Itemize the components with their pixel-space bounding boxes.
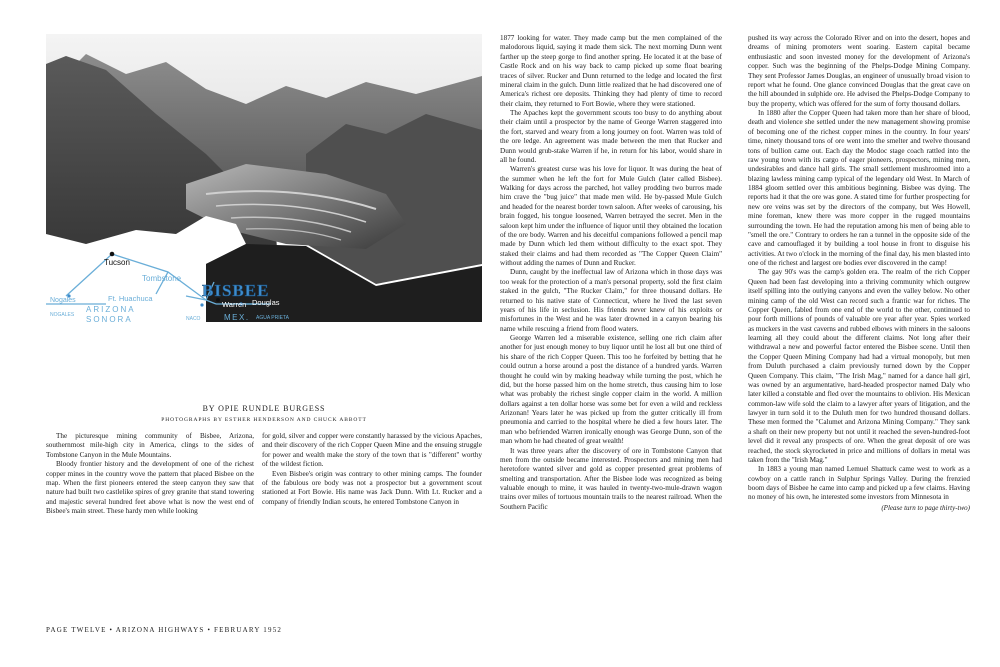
article-column-2 [262,432,482,582]
paragraph: The picturesque mining community of Bisbee, Arizona, southernmost mile-high city in America, clings to the sides of Tombstone Canyon in the Mule Mountains. [46,432,254,459]
paragraph: for gold, silver and copper were constantly harassed by the vicious Apaches, and their discovery of the rich Copper Queen Mine and the ensuing struggle for power and wealth make the story of the town that is "different" worthy of the wildest fiction. [262,432,482,469]
map-label-nogales: Nogales [50,297,76,304]
map-label-warren: Warren [222,300,247,309]
map-label-agua-prieta: AGUA PRIETA [256,315,289,321]
paragraph: 1877 looking for water. They made camp but the men complained of the malodorous liquid, saying it made them sick. The next morning Dunn went farther up the steep gorge to find another spring. He located it at the base of Castle Rock and on his way back to camp picked up some float bearing traces of silver. Rucker and Dunn returned to the ledge and located the first mineral claim in the gulch. Dunn little realized that he had discovered one of America's richest ore deposits. Thinking they had plenty of time to record their claim, they returned to Fort Bowie, where they were stationed. [500,34,722,108]
map-label-douglas: Douglas [252,298,280,307]
author-byline: BY OPIE RUNDLE BURGESS [202,404,326,413]
paragraph: It was three years after the discovery of ore in Tombstone Canyon that men from the outside became interested. Prospectors and mining men had heretofore wanted silver and gold as copper presented great problems of smelting and transportation. After the Bisbee lode was recognized as being valuable enough to mine, it was hauled in twenty-two-mule-drawn wagon trains over miles of tortuous mountain trails to the nearest railroad. When the Southern Pacific [500,446,722,511]
paragraph: The gay 90's was the camp's golden era. The realm of the rich Copper Queen had been fast developing into a thriving community which outgrew itself spilling into the outlying canyons and even the valley below. No other mining camp of the old West can record such a frantic war for riches. The Copper Queen, fabled from one end of the world to the other, continued to pour forth millions of pounds of valuable ore year after year. Spies worked as muckers in the vast caverns and rubbed elbows with miners in the saloons learning all they could about the different claims. Not long after their withdrawal a new and powerful factor entered the Bisbee scene. Until then the Copper Queen Mining Company had had a virtual monopoly, but men from Duluth purchased a claim previously turned down by the Copper Queen Company. This claim, "The Irish Mag," named for a dance hall girl, was owned by an argumentative, hard-headed prospector named Daly who later killed a constable and fled over the mountains to oblivion. His Mexican common-law wife sold the claim to a lawyer after years of litigation, and the lawyer in turn sold it to the Duluth men for two hundred thousand dollars. These men formed the "Calumet and Arizona Mining Company." They sank a shaft on their new property but not until it reached the seven-hundred-foot level did it reveal any prospects of ore. When the great deposit of ore was reached, the stock skyrocketed in price and millions of dollars in metal was taken from the "Irish Mag." [748,268,970,464]
map-label-tombstone: Tombstone [142,274,182,283]
paragraph: Warren's greatest curse was his love for liquor. It was during the heat of the summer when he left the fort for Mule Gulch (later called Bisbee). Walking for days across the parched, hot valley prodding two burros made him crave the "bug juice" that made men wild. He by-passed Mule Gulch and headed for the nearest border town saloon. After weeks of carousing, his brain fogged, his tongue loosened, Warren betrayed the secret. Men in the saloon kept him under the influence of liquor until they obtained the location of the ore body. Warren and his deceitful companions followed a pencil map made by Dunn which led them without difficulty to the exact spot. They staked their claims and had them recorded as "The Copper Queen Claim" without adding the names of Dunn and Rucker. [500,165,722,267]
photo-map-illustration [46,34,482,322]
map-label-naco-mx: NACO [186,316,201,322]
article-column-1 [46,432,254,582]
byline-block [46,404,482,423]
paragraph: Even Bisbee's origin was contrary to other mining camps. The founder of the fabulous ore body was not a prospector but a government scout stationed at Fort Bowie. His name was Jack Dunn. With Lt. Rucker and a company of friendly Indian scouts, he entered Tombstone Canyon in [262,469,482,506]
map-label-sonora: SONORA [86,315,133,322]
paragraph: In 1883 a young man named Lemuel Shattuck came west to work as a cowboy on a cattle ranch in Sulphur Springs Valley. During the frenzied boom days of Bisbee he came into camp and picked up a few claims. Having no money of his own, he interested some investors from Minnesota in [748,465,970,502]
map-label-arizona: ARIZONA [86,305,136,314]
paragraph: George Warren led a miserable existence, selling one rich claim after another for just enough money to buy liquor until he lost all but one third of his share of the rich Copper Queen. This too he forfeited by betting that he could outrun a horse around a post the distance of a hundred yards. Warren thought he could win by making headway while turning the post, which he did, but the horse passed him on the home stretch, thus causing him to lose what was probably the richest single copper claim in the world. A million dollars against a ten dollar horse was some bet for even a wild and reckless Arizonan! Years later he was picked up from the gutter critically ill from pneumonia and carried to the hospital where he died a few hours later. The man who befriended Warren ironically enough was George Dunn, son of the man whom he had cheated of great wealth! [500,334,722,446]
map-label-naco: Naco [188,306,203,312]
canyon-photo-with-map [46,34,482,322]
map-label-bisbee: BISBEE [202,281,270,300]
continued-note: (Please turn to page thirty-two) [881,503,970,512]
map-label-nogales-mx: NOGALES [50,312,75,318]
paragraph: pushed its way across the Colorado River and on into the desert, hopes and dreams of mining promoters went soaring. Eastern capital became enthusiastic and soon invested money for the development of Arizona's copper. Such was the beginning of the Phelps-Dodge Mining Company. They sent Professor James Douglas, an engineer of unusually broad vision to report what he found. One glance convinced Douglas that the great cave on the hill abounded in sulphide ore. He advised the Phelps-Dodge Company to buy the property, which was offered for the sum of forty thousand dollars. [748,34,970,108]
article-column-3 [500,34,722,586]
paragraph: Dunn, caught by the ineffectual law of Arizona which in those days was too weak for the protection of a man's personal property, sold the first claim staked in the gulch, "The Rucker Claim," for three thousand dollars. He returned to his native state of Connecticut, where he lived the last seven years of his life in seclusion. His friends never knew of his exploits or misfortunes in the West and he was later drowned in a canyon bearing his name while rescuing a friend from flood waters. [500,268,722,333]
photo-credit: PHOTOGRAPHS BY ESTHER HENDERSON AND CHUCK ABBOTT [161,417,367,423]
map-label-ft-huachuca: Ft. Huachuca [108,294,153,303]
paragraph: In 1880 after the Copper Queen had taken more than her share of blood, death and violence she settled under the new management showing promise of becoming one of the richest copper mines in the country. In four years' time, ninety thousand tons of ore went into the smelter and twelve thousand tons of bullion came out. Each day the Modoc stage coach rattled into the raw young town with its cargo of eager pioneers, prospectors, mining men, undesirables and dance hall girls. The small settlement mushroomed into a blazing lawless mining camp typical of the legendary old West. In March of 1884 gloom settled over this ambitious beginning. Bisbee was dying. The reports had it that the ore was gone. A stated time for further prospecting for new ore veins was set by the directors of the company, but Wes Howell, mine foreman, knew there was more copper in the rugged mountains surrounding the town. He had the reputation among his men of being able to "smell the ore." Contrary to orders he ran a tunnel in the opposite side of the cave and camouflaged it by building a tool house in front to disguise his activities. At two o'clock in the morning of the final day, his men blasted into one of the richest and largest ore bodies ever discovered in the camp! [748,109,970,267]
paragraph: The Apaches kept the government scouts too busy to do anything about their claim until a prospector by the name of George Warren staggered into the fort, starved and weary from a long journey on foot. Warren was told of the ore ledge. An agreement was made between the men that Rucker and Dunn would grub-stake Warren if he, in return for his labor, would share in all he found. [500,109,722,164]
paragraph: Bloody frontier history and the development of one of the richest copper mines in the country wove the pattern that placed Bisbee on the map. When the first pioneers entered the steep canyon they saw that nature had built two castlelike spires of grey granite that stand towering and majestic several hundred feet above what is now the west end of Bisbee's main street. These hardy men while looking [46,460,254,515]
page-footer: PAGE TWELVE • ARIZONA HIGHWAYS • FEBRUARY 1952 [46,626,283,634]
map-label-tucson: Tucson [104,258,130,267]
article-column-4 [748,34,970,586]
map-label-mex: MEX. [224,313,250,322]
